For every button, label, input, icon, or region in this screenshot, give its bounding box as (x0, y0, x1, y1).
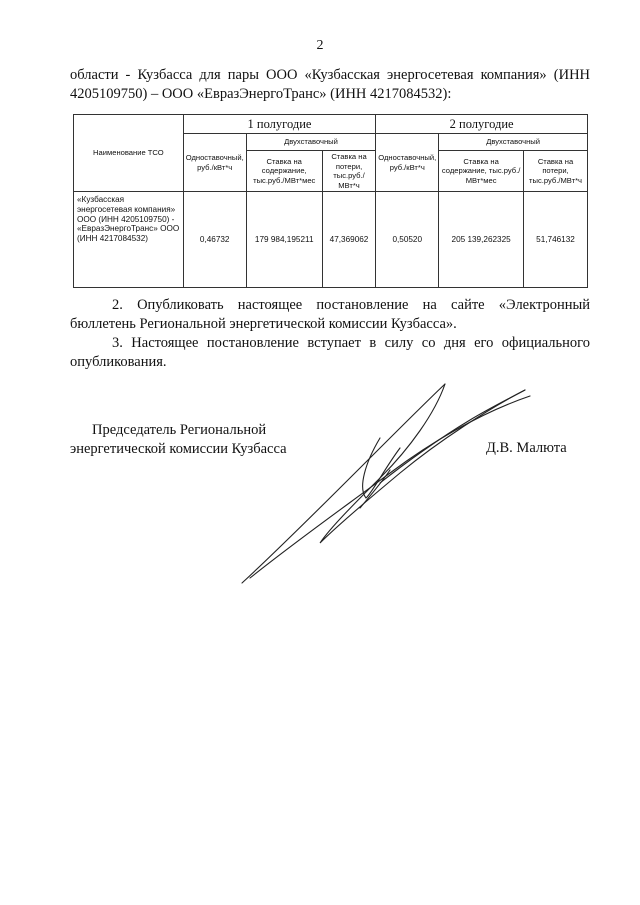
header-loss-rate-2: Ставка на потери, тыс.руб./МВт*ч (524, 151, 588, 192)
cell-h2-one-rate: 0,50520 (376, 192, 439, 288)
paragraph-3: 3. Настоящее постановление вступает в силу со дня его официального опубликования. (70, 335, 590, 370)
intro-line-1: области - Кузбасса для пары ООО «Кузбасская энергосетевая компания» (70, 67, 547, 83)
header-maint-rate-2: Ставка на содержание, тыс.руб./МВт*мес (439, 151, 524, 192)
signatory-title-line-2: энергетической комиссии Кузбасса (70, 441, 287, 457)
signatory-name: Д.В. Малюта (486, 440, 567, 456)
header-maint-rate-1: Ставка на содержание, тыс.руб./МВт*мес (246, 151, 322, 192)
cell-h1-one-rate: 0,46732 (183, 192, 246, 288)
intro-text (70, 66, 590, 104)
intro-line-2: (ИНН 4205109750) – ООО «ЕвразЭнергоТранс» (ИНН 4217084532): (70, 67, 591, 102)
handwritten-signature (240, 378, 540, 588)
cell-h2-loss-rate: 51,746132 (524, 192, 588, 288)
cell-h1-maint-rate: 179 984,195211 (246, 192, 322, 288)
cell-h1-loss-rate: 47,369062 (322, 192, 376, 288)
header-tso-name: Наименование ТСО (74, 115, 184, 192)
header-half-1: 1 полугодие (183, 115, 376, 134)
table-row (74, 192, 588, 288)
header-one-rate-1: Одноставочный, руб./кВт*ч (183, 134, 246, 192)
page-number: 2 (316, 38, 324, 53)
signatory-title-line-1: Председатель Региональной (92, 422, 267, 438)
header-one-rate-2: Одноставочный, руб./кВт*ч (376, 134, 439, 192)
header-loss-rate-1: Ставка на потери, тыс.руб./МВт*ч (322, 151, 376, 192)
cell-tso-name: «Кузбасская энергосетевая компания» ООО (ИНН 4205109750) - «ЕвразЭнергоТранс» ООО (ИНН 4217084532) (74, 192, 184, 288)
paragraph-2: 2. Опубликовать настоящее постановление на сайте «Электронный бюллетень Региональной энергетической комиссии Кузбасса». (70, 297, 590, 332)
header-two-rate-2: Двухставочный (439, 134, 588, 151)
header-two-rate-1: Двухставочный (246, 134, 376, 151)
tariff-table (73, 114, 588, 288)
header-half-2: 2 полугодие (376, 115, 588, 134)
cell-h2-maint-rate: 205 139,262325 (439, 192, 524, 288)
